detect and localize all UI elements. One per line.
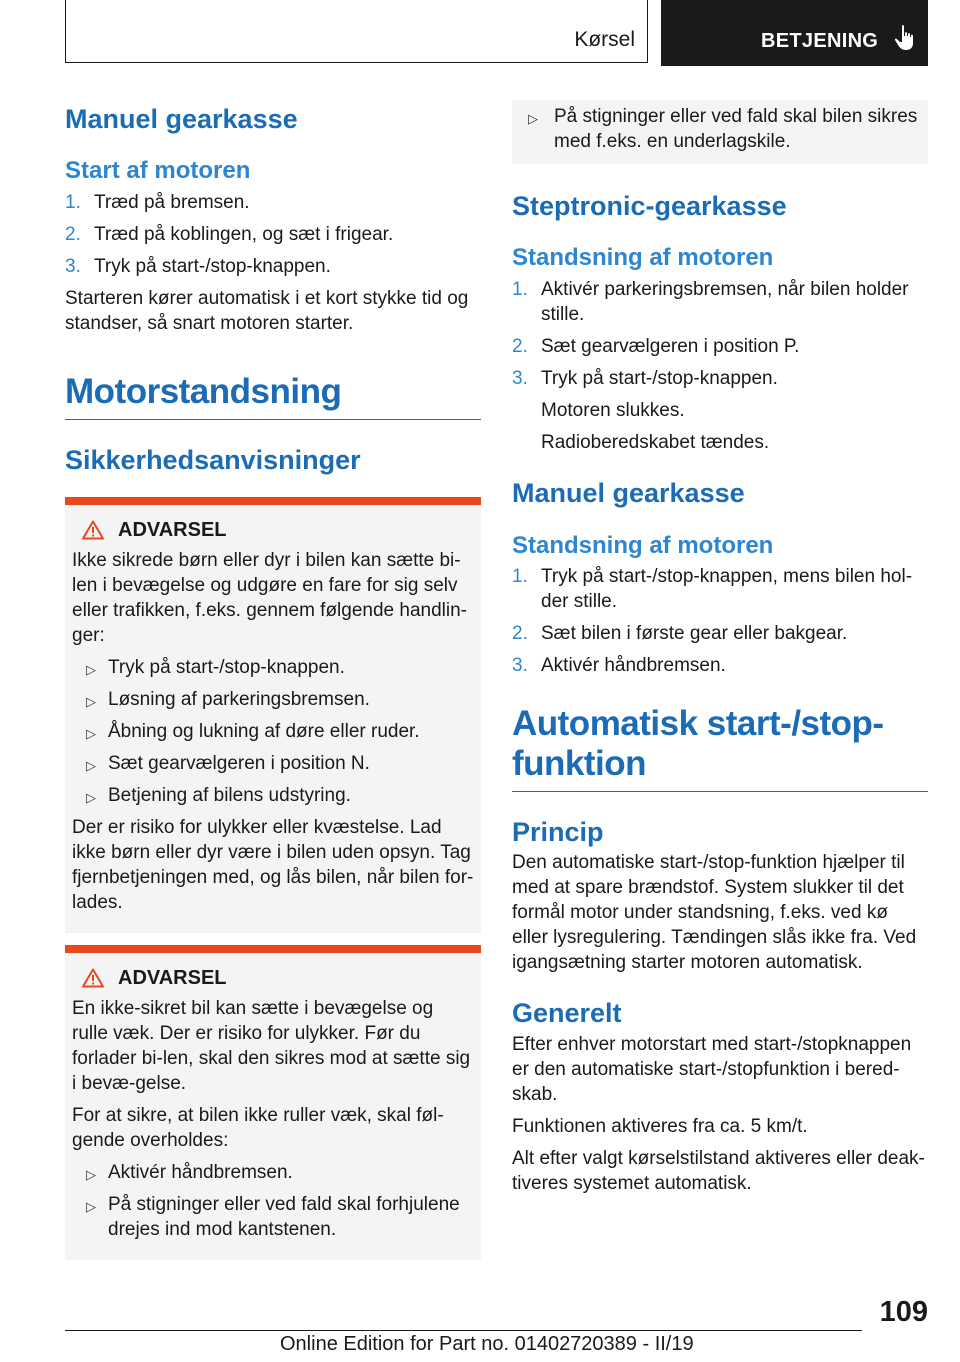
list-item: 1. Træd på bremsen. [65, 192, 250, 214]
stop-steps-list [512, 564, 928, 678]
list-item: ▷ På stigninger eller ved fald skal bilen sikres med f.eks. en underlagskile. [528, 106, 918, 152]
heading-safety: Sikkerhedsanvisninger [65, 445, 361, 476]
list-item: 2. Sæt gearvælgeren i position P. [512, 336, 800, 358]
right-column [512, 100, 928, 1196]
general-text: Funktionen aktiveres fra ca. 5 km/t. [512, 1115, 808, 1137]
chapter-label: BETJENING [761, 30, 879, 52]
section-label: Kørsel [574, 28, 635, 51]
footer-edition: Online Edition for Part no. 01402720389 - II/19 [280, 1333, 694, 1355]
step-result: Motoren slukkes. [541, 400, 685, 422]
list-item: ▷ Åbning og lukning af døre eller ruder. [86, 720, 420, 742]
heading-engine-stop: Motorstandsning [65, 372, 481, 420]
page-header [65, 0, 928, 66]
heading-manual-gearbox: Manuel gearkasse [512, 478, 745, 509]
heading-stop-engine: Standsning af motoren [512, 531, 774, 559]
list-item: 3. Tryk på start-/stop-knappen. [512, 368, 778, 390]
footer-divider [65, 1330, 862, 1331]
warning-triangle-icon [82, 968, 104, 988]
stop-steps-list [512, 277, 928, 391]
list-item: 1. Aktivér parkeringsbremsen, når bilen holder stille. [512, 279, 909, 326]
warning-title: ADVARSEL [118, 518, 227, 541]
hand-pointer-icon [894, 24, 918, 52]
start-text: Starteren kører automatisk i et kort stykke tid og standser, så snart motoren starter. [65, 288, 469, 335]
list-item: 3. Aktivér håndbremsen. [512, 655, 726, 677]
warning-box [65, 945, 481, 1260]
list-item: ▷ Løsning af parkeringsbremsen. [86, 688, 370, 710]
warning-bullet-list [72, 1160, 474, 1242]
heading-general: Generelt [512, 998, 622, 1029]
list-item: 2. Sæt bilen i første gear eller bakgear. [512, 623, 848, 645]
list-item: 2. Træd på koblingen, og sæt i frigear. [65, 224, 394, 246]
list-item: ▷ På stigninger eller ved fald skal forhjulene drejes ind mod kantstenen. [86, 1193, 460, 1240]
section-tab [65, 0, 648, 63]
list-item: ▷ Sæt gearvælgeren i position N. [86, 752, 370, 774]
heading-principle: Princip [512, 816, 604, 847]
heading-steptronic: Steptronic-gearkasse [512, 191, 787, 221]
principle-text: Den automatiske start-/stop-funktion hjælper til med at spare brændstof. System slukker til det formål motor under standsning, f.eks. ved kø eller lysregulering. Tændingen slås ikke fra. Ved igangsætning starter motoren automatisk. [512, 852, 917, 974]
list-item: ▷ Betjening af bilens udstyring. [86, 784, 351, 806]
list-item: 1. Tryk på start-/stop-knappen, mens bilen hol-der stille. [512, 566, 913, 613]
warning-text: Der er risiko for ulykker eller kvæstelse. Lad ikke børn eller dyr være i bilen uden opsyn. Tag fjernbetjeningen med, og lås bilen, når bilen for-lades. [72, 816, 474, 913]
start-steps-list [65, 190, 481, 279]
list-item: ▷ Aktivér håndbremsen. [86, 1161, 293, 1183]
step-result: Radioberedskabet tændes. [541, 432, 770, 454]
warning-bullet-list [72, 655, 474, 808]
warning-continuation [512, 100, 928, 164]
warning-triangle-icon [82, 520, 104, 540]
heading-manual-gearbox: Manuel gearkasse [65, 104, 298, 134]
warning-text: For at sikre, at bilen ikke ruller væk, skal føl-gende overholdes: [72, 1104, 444, 1151]
warning-title: ADVARSEL [118, 966, 227, 989]
page-number: 109 [879, 1296, 928, 1328]
list-item: ▷ Tryk på start-/stop-knappen. [86, 656, 345, 678]
left-column [65, 100, 481, 1260]
warning-box [65, 497, 481, 933]
general-text: Alt efter valgt kørselstilstand aktiveres eller deak-tiveres systemet automatisk. [512, 1147, 925, 1194]
warning-text: Ikke sikrede børn eller dyr i bilen kan sætte bi-len i bevægelse og udgøre en fare for sig selv eller trafikken, f.eks. gennem følgende handlin-ger: [72, 549, 467, 646]
heading-stop-engine: Standsning af motoren [512, 244, 774, 272]
heading-auto-start-stop: Automatisk start-/stop-funktion [512, 704, 928, 791]
general-text: Efter enhver motorstart med start-/stopknappen er den automatiske start-/stopfunktion i bered-skab. [512, 1033, 912, 1105]
heading-start-engine: Start af motoren [65, 157, 251, 185]
warning-text: En ikke-sikret bil kan sætte i bevægelse og rulle væk. Der er risiko for ulykker. Før du forlader bi-len, skal den sikres mod at sætte sig i bevæ-gelse. [72, 997, 471, 1094]
list-item: 3. Tryk på start-/stop-knappen. [65, 256, 331, 278]
chapter-tab [661, 0, 928, 66]
